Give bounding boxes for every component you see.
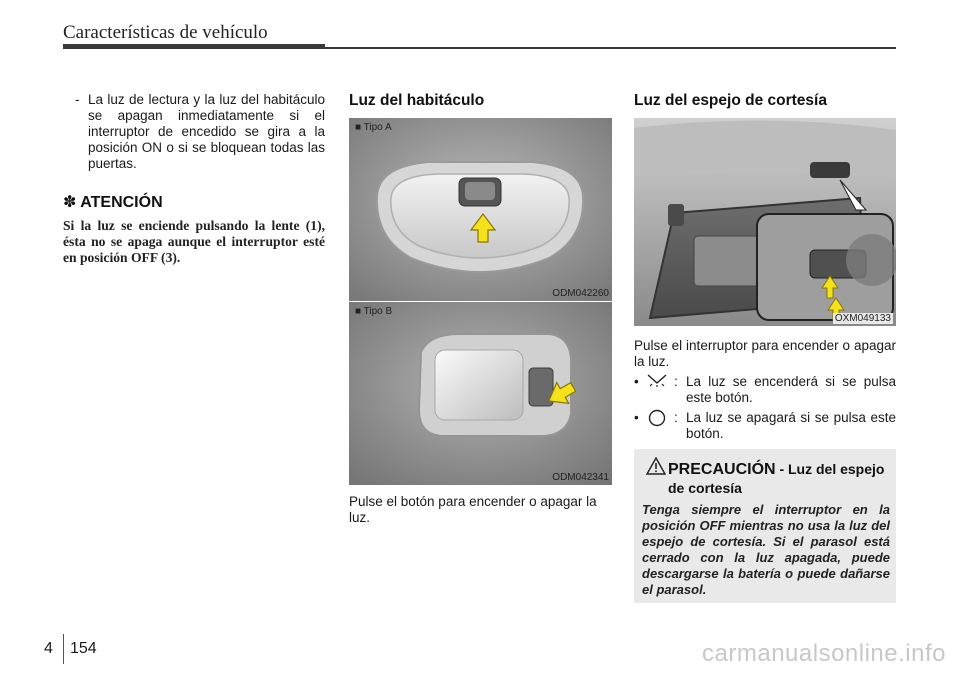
colon: : (674, 374, 678, 389)
warning-triangle-icon (646, 457, 666, 475)
interior-light-section (349, 92, 612, 110)
light-on-icon (646, 373, 668, 391)
chapter-number: 4 (44, 640, 53, 657)
page-number: 154 (70, 640, 97, 657)
chapter-title: Características de vehículo (63, 22, 268, 43)
bullet: • (634, 410, 639, 425)
caution-text: Tenga siempre el interruptor en la posición OFF mientras no usa la luz del espejo de cortesía. Si el parasol está cerrado con la luz apagada, puede descargarse la batería o puede dañarse el parasol. (642, 502, 890, 597)
bullet: • (634, 374, 639, 389)
dome-light-b-illustration (349, 302, 612, 485)
vanity-mirror-light-heading: Luz del espejo de cortesía (634, 92, 827, 109)
light-on-text: La luz se encenderá si se pulsa este botón. (686, 374, 896, 405)
atencion-title: ✽ ATENCIÓN (63, 194, 163, 211)
type-a-code: ODM042260 (552, 288, 609, 299)
bullet-text: La luz de lectura y la luz del habitáculo se apagan inmediatamente si el interruptor de encedido se gira a la posición ON o si se bloquean todas las puertas. (88, 92, 325, 171)
type-b-label: ■ Tipo B (355, 306, 393, 317)
dome-light-a-illustration (349, 118, 612, 301)
light-on-item (634, 374, 896, 406)
interior-light-photo-type-a (349, 118, 612, 301)
interior-light-instructions: Pulse el botón para encender o apagar la luz. (349, 494, 597, 525)
type-b-code: ODM042341 (552, 472, 609, 483)
vanity-mirror-instructions (634, 338, 896, 442)
bullet-dash: - (75, 92, 80, 107)
header-bar (63, 44, 325, 49)
light-off-item (634, 410, 896, 442)
light-off-text: La luz se apagará si se pulsa este botón. (686, 410, 896, 441)
caution-subtitle: - Luz del espejo de cortesía (668, 461, 885, 496)
watermark: carmanualsonline.info (702, 640, 946, 667)
vanity-mirror-intro: Pulse el interruptor para encender o apagar la luz. (634, 338, 896, 369)
sun-visor-illustration (634, 118, 896, 326)
vanity-mirror-photo (634, 118, 896, 326)
atencion-text: Si la luz se enciende pulsando la lente (1), ésta no se apaga aunque el interruptor esté en posición OFF (3). (63, 218, 325, 265)
interior-light-heading: Luz del habitáculo (349, 92, 485, 109)
page-divider (63, 634, 64, 664)
caution-box (634, 449, 896, 603)
interior-light-photo-type-b (349, 302, 612, 485)
vanity-mirror-photo-code: OXM049133 (834, 313, 891, 324)
caution-title (668, 460, 888, 498)
light-off-icon (646, 409, 668, 431)
colon: : (674, 410, 678, 425)
bullet-paragraph (63, 92, 325, 172)
header-rule (325, 47, 896, 49)
left-column (63, 92, 325, 266)
type-a-label: ■ Tipo A (355, 122, 392, 133)
caution-label: PRECAUCIÓN (668, 461, 776, 478)
